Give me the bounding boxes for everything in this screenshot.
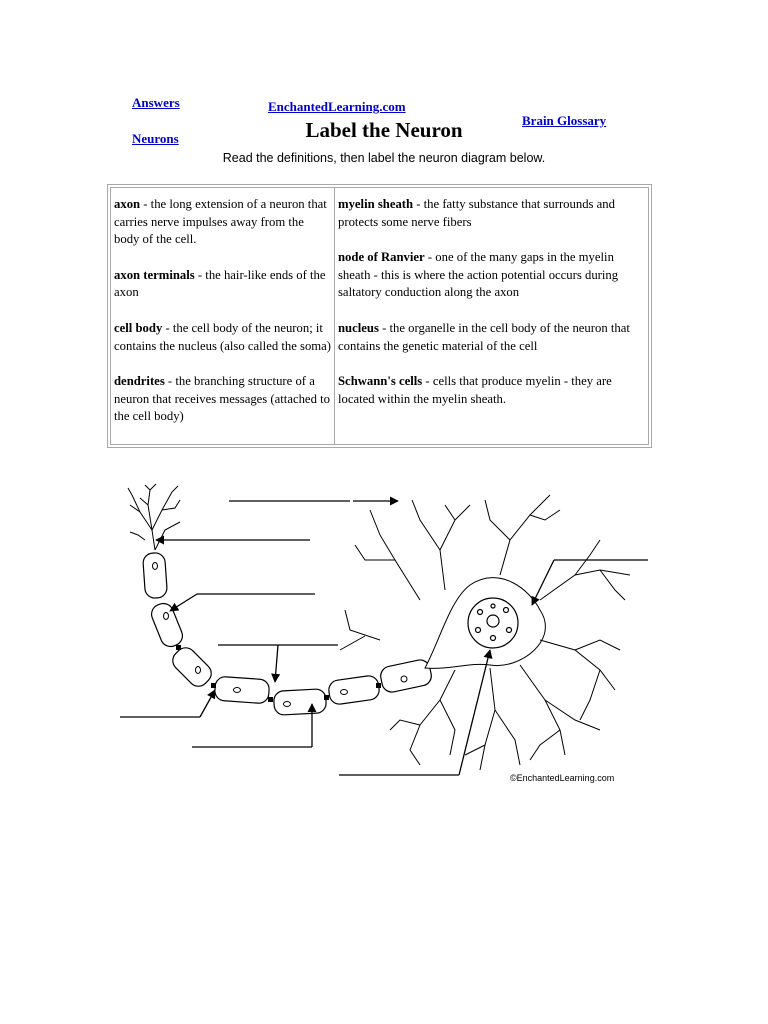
definition-axon: axon - the long extension of a neuron that carries nerve impulses away from the body of the cell.	[114, 197, 327, 247]
answers-link[interactable]: Answers	[132, 95, 180, 110]
definitions-column-left	[110, 187, 335, 445]
definition-cell-body: cell body - the cell body of the neuron; it contains the nucleus (also called the soma)	[114, 320, 332, 353]
copyright-notice: ©EnchantedLearning.com	[510, 773, 615, 783]
page-title: Label the Neuron	[305, 118, 463, 142]
definitions-column-right	[334, 187, 649, 445]
definition-myelin-sheath: myelin sheath - the fatty substance that surrounds and protects some nerve fibers	[338, 197, 615, 229]
definition-node-of-ranvier: node of Ranvier - one of the many gaps in the myelin sheath - this is where the action potential occurs during saltatory conduction along the axon	[338, 250, 619, 300]
instructions: Read the definitions, then label the neuron diagram below.	[222, 151, 546, 165]
definition-dendrites: dendrites - the branching structure of a neuron that receives messages (attached to the cell body)	[114, 374, 330, 424]
nucleus	[468, 598, 518, 648]
neuron-diagram	[0, 470, 768, 800]
myelin-segments	[142, 552, 433, 715]
definition-axon-terminals: axon terminals - the hair-like ends of the axon	[114, 267, 326, 300]
neurons-link[interactable]: Neurons	[132, 131, 179, 146]
definitions-table	[107, 184, 652, 448]
definition-nucleus: nucleus - the organelle in the cell body of the neuron that contains the genetic material of the cell	[338, 320, 630, 353]
enchantedlearning-link[interactable]: EnchantedLearning.com	[268, 99, 406, 114]
definition-schwanns-cells: Schwann's cells - cells that produce myelin - they are located within the myelin sheath.	[338, 374, 612, 406]
brain-glossary-link[interactable]: Brain Glossary	[522, 113, 607, 128]
